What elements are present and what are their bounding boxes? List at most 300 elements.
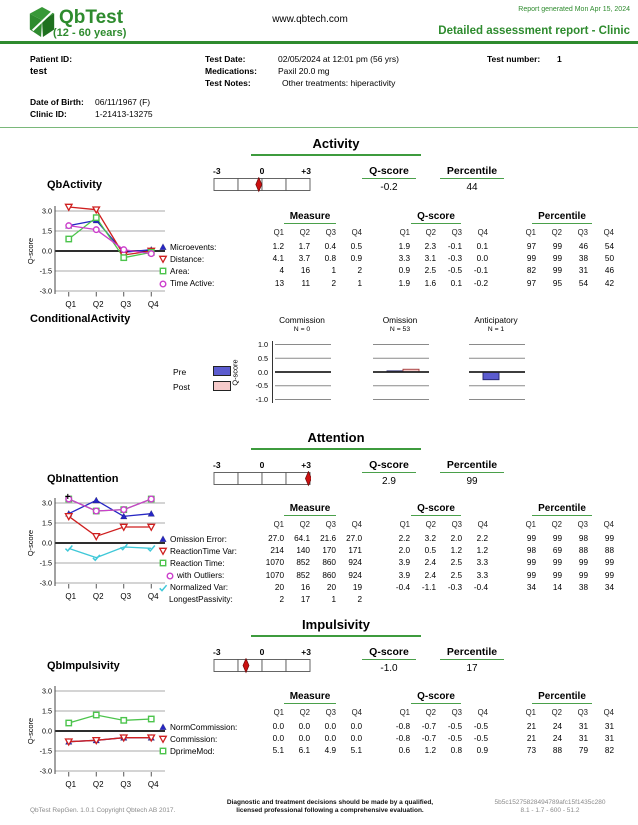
table-row-label: Normalized Var: [158,583,258,593]
table-cell: 38 [578,582,588,592]
table-col-header: Q3 [325,708,336,717]
table-col-header: Q1 [525,228,536,237]
table-cell: 27.0 [346,534,362,543]
table-cell: 5.1 [350,746,362,756]
cond-y-tick: 1.0 [258,340,268,349]
impulsivity-qscore-value: -1.0 [380,663,398,674]
table-col-header: Q1 [399,708,410,717]
cond-y-tick: 0.0 [258,367,268,377]
test-date-value: 02/05/2024 at 12:01 pm (56 yrs) [278,54,399,64]
table-cell: 2 [331,278,336,288]
table-cell: 4 [279,266,284,276]
table-row-label: Time Active: [158,279,258,289]
table-cell: 3.3 [476,570,488,580]
table-cell: 0.9 [350,254,362,264]
footer-disclaimer-line2: licensed professional following a comprehensive evaluation. [236,807,424,814]
table-cell: 3.3 [398,254,410,264]
impulsivity-percentile-value: 17 [466,663,478,674]
clinic-id-label: Clinic ID: [30,109,67,119]
table-col-header: Q2 [299,708,310,717]
table-cell: 95 [552,278,562,288]
table-cell: 1070 [265,558,284,568]
svg-text:1.5: 1.5 [42,518,52,528]
table-col-header: Q4 [603,520,614,529]
scale-max-label: +3 [301,166,311,176]
table-col-header: Q4 [351,520,362,529]
table-row-label: Area: [158,266,258,276]
table-col-header: Q4 [603,228,614,237]
table-cell: 88 [578,546,588,556]
table-cell: 852 [296,558,310,568]
scale-max-label: +3 [301,647,311,657]
table-cell: 14 [552,582,562,592]
impulsivity-percentile-header [435,646,509,660]
dob-value: 06/11/1967 (F) [95,97,151,107]
table-cell: 0.0 [324,722,336,731]
table-col-header: Q2 [425,708,436,717]
attention-qscore-value: 2.9 [382,476,396,487]
table-group-header: Q-score [384,211,488,224]
report-generated-date: Report generated Mon Apr 15, 2024 [518,6,630,13]
mini-chart-svg [273,341,333,407]
table-cell: -0.1 [447,242,462,251]
table-cell: 20 [274,582,284,592]
table-cell: 0.0 [298,722,310,731]
svg-text:3.0: 3.0 [42,206,52,216]
pre-post-legend [173,362,231,392]
table-col-header: Q1 [399,520,410,529]
medications-label: Medications: [205,66,257,76]
table-col-header: Q2 [551,520,562,529]
table-cell: 54 [578,278,588,288]
svg-text:0.0: 0.0 [42,246,52,256]
table-cell: 99 [604,570,614,580]
pre-legend-label: Pre [173,367,187,377]
table-cell: 99 [552,570,562,580]
table-group-header: Q-score [384,691,488,704]
table-cell: 99 [552,242,562,251]
activity-qscore-scale [213,166,311,196]
table-cell: 2.5 [450,570,462,580]
svg-text:-1.5: -1.5 [39,266,52,276]
table-row-label: Microevents: [158,242,258,252]
table-cell: 214 [270,546,284,556]
svg-text:Q4: Q4 [147,592,159,601]
table-cell: 99 [578,558,588,568]
table-group-header: Q-score [384,503,488,516]
table-cell: -0.5 [473,722,488,731]
table-col-header: Q4 [351,228,362,237]
patient-divider [0,127,638,128]
qbactivity-chart [25,199,170,315]
table-cell: 24 [552,722,562,731]
table-cell: 2.5 [424,266,436,276]
table-cell: 0.6 [398,746,410,756]
table-group-header: Percentile [510,503,614,516]
table-cell: 1.6 [424,278,436,288]
svg-text:Q2: Q2 [92,592,104,601]
svg-text:Q2: Q2 [92,780,104,789]
table-col-header: Q4 [603,708,614,717]
table-cell: 860 [322,570,336,580]
omission-mini-chart [350,313,450,413]
table-cell: 99 [526,534,536,543]
post-legend-label: Post [173,382,191,392]
activity-title-underline [251,154,421,156]
table-cell: 6.1 [298,746,310,756]
table-cell: 2.0 [450,534,462,543]
impulsivity-title: Impulsivity [302,617,370,632]
anticipatory-mini-chart [446,313,546,413]
table-col-header: Q1 [399,228,410,237]
post-legend-swatch [213,381,231,391]
qbimpulsivity-chart [25,679,170,795]
table-cell: 3.9 [398,570,410,580]
table-cell: 88 [552,746,562,756]
header-divider [0,41,638,44]
percentile-header-label: Percentile [440,646,504,660]
table-cell: -0.5 [473,734,488,744]
table-cell: 98 [526,546,536,556]
table-cell: 2.3 [424,242,436,251]
svg-text:3.0: 3.0 [42,498,52,508]
attention-table [158,503,630,607]
table-cell: 0.0 [350,722,362,731]
table-cell: 171 [348,546,362,556]
table-col-header: Q1 [273,520,284,529]
table-cell: 99 [526,254,536,264]
mini-chart-n: N = 0 [293,326,311,333]
chart-svg [25,199,170,315]
table-cell: 2.0 [398,546,410,556]
svg-text:-1.5: -1.5 [39,558,52,568]
table-cell: 4.9 [324,746,336,756]
table-cell: 50 [604,254,614,264]
mini-chart-title: Omission [382,315,418,325]
table-cell: 0.0 [298,734,310,744]
table-cell: 3.1 [424,254,436,264]
table-cell: 4.1 [272,254,284,264]
qbactivity-label: QbActivity [47,179,103,191]
table-cell: 3.3 [476,558,488,568]
brand-age-range: (12 - 60 years) [53,27,127,39]
table-cell: 82 [526,266,536,276]
table-cell: 31 [604,722,614,731]
table-col-header: Q4 [351,708,362,717]
svg-text:Q-score: Q-score [26,529,35,557]
table-cell: 924 [348,558,362,568]
table-cell: 852 [296,570,310,580]
svg-text:Q-score: Q-score [26,717,35,745]
clinic-id-value: 1-21413-13275 [95,109,153,119]
scale-bar-svg [213,177,311,194]
table-cell: 0.8 [450,746,462,756]
scale-bar-svg [213,658,311,675]
svg-text:Q4: Q4 [147,300,159,309]
attention-percentile-value: 99 [466,476,478,487]
table-cell: 38 [578,254,588,264]
impulsivity-table [158,691,630,761]
table-cell: 99 [604,558,614,568]
table-row-label: with Outliers: [158,571,265,581]
table-cell: 19 [352,582,362,592]
cond-y-axis-label: Q-score [230,359,240,386]
table-row-label: Reaction Time: [158,558,258,568]
table-cell: 21 [526,734,536,744]
svg-text:3.0: 3.0 [42,686,52,696]
attention-title: Attention [307,430,365,445]
attention-qscore-header [352,459,426,473]
table-cell: 0.0 [272,722,284,731]
table-col-header: Q4 [477,708,488,717]
table-row-label: DprimeMod: [158,746,258,756]
table-cell: 2.2 [398,534,410,543]
svg-text:1.5: 1.5 [42,706,52,716]
svg-text:Q1: Q1 [65,592,77,601]
qbinattention-label: QbInattention [47,473,119,485]
scale-max-label: +3 [301,460,311,470]
table-cell: 88 [604,546,614,556]
table-cell: 1 [357,278,362,288]
table-cell: 16 [300,266,310,276]
table-cell: 31 [578,734,588,744]
svg-text:Q2: Q2 [92,300,104,309]
report-title: Detailed assessment report - Clinic [438,25,630,37]
qscore-header-label: Q-score [362,459,416,473]
table-cell: 3.7 [298,254,310,264]
table-cell: 99 [526,558,536,568]
scale-min-label: -3 [213,647,221,657]
table-col-header: Q2 [551,708,562,717]
qbimpulsivity-label: QbImpulsivity [47,660,120,672]
table-cell: 42 [604,278,614,288]
table-cell: 0.1 [450,278,462,288]
table-col-header: Q1 [273,708,284,717]
table-row-label: Distance: [158,254,258,264]
table-cell: 1.2 [424,746,436,756]
chart-svg [25,491,170,607]
table-cell: 54 [604,242,614,251]
table-cell: -0.3 [447,254,462,264]
mini-chart-title: Anticipatory [474,315,518,325]
table-cell: 20 [326,582,336,592]
table-cell: 99 [552,266,562,276]
table-cell: -0.8 [395,722,410,731]
table-col-header: Q1 [273,228,284,237]
table-col-header: Q2 [551,228,562,237]
table-cell: -0.5 [447,734,462,744]
conditional-activity-title: ConditionalActivity [30,313,131,325]
svg-text:Q1: Q1 [65,780,77,789]
qscore-header-label: Q-score [362,165,416,179]
table-cell: 46 [578,242,588,251]
table-cell: 0.0 [272,734,284,744]
table-cell: 0.0 [476,254,488,264]
svg-text:Q4: Q4 [147,780,159,789]
table-cell: 11 [301,278,310,288]
table-row-label: ReactionTime Var: [158,546,258,556]
table-group-header: Measure [258,503,362,516]
table-cell: 2 [357,595,362,604]
table-col-header: Q3 [577,708,588,717]
table-row-label: NormCommission: [158,722,258,732]
activity-title: Activity [312,136,360,151]
table-cell: 860 [322,558,336,568]
patient-id-value: test [30,66,47,77]
table-col-header: Q4 [477,228,488,237]
table-cell: 2 [279,595,284,604]
table-col-header: Q3 [325,228,336,237]
activity-qscore-value: -0.2 [380,182,398,193]
table-cell: 99 [604,534,614,543]
table-cell: 99 [578,570,588,580]
table-cell: 0.5 [350,242,362,251]
activity-percentile-value: 44 [466,182,478,193]
table-cell: -0.5 [447,266,462,276]
table-cell: -0.7 [421,734,436,744]
table-cell: 99 [552,534,562,543]
table-cell: 31 [578,722,588,731]
footer-version-codes: 8.1 - 1.7 - 600 - 51.2 [520,807,580,814]
svg-text:Q3: Q3 [120,592,132,601]
table-cell: 0.9 [398,266,410,276]
table-row-label: Omission Error: [158,534,258,544]
scale-min-label: -3 [213,166,221,176]
table-cell: 924 [348,570,362,580]
svg-text:-1.5: -1.5 [39,746,52,756]
scale-min-label: -3 [213,460,221,470]
table-cell: -0.2 [473,278,488,288]
table-cell: 0.8 [324,254,336,264]
table-cell: -0.8 [395,734,410,744]
table-cell: 24 [552,734,562,744]
table-cell: 46 [604,266,614,276]
website-url: www.qbtech.com [272,14,348,25]
table-col-header: Q2 [299,228,310,237]
pre-legend-swatch [213,366,231,376]
svg-text:Q-score: Q-score [26,237,35,265]
mini-chart-svg [467,341,527,407]
table-col-header: Q3 [451,708,462,717]
table-cell: 21.6 [320,534,336,543]
test-notes-value: Other treatments: hiperactivity [282,78,396,88]
impulsivity-qscore-scale [213,647,311,677]
table-group-header: Measure [258,691,362,704]
dob-label: Date of Birth: [30,97,84,107]
activity-percentile-header [435,165,509,179]
table-cell: 1070 [265,570,284,580]
table-cell: 34 [604,582,614,592]
table-cell: 2.4 [424,558,436,568]
table-cell: 2 [357,266,362,276]
table-cell: 2.4 [424,570,436,580]
table-cell: 27.0 [268,534,284,543]
mini-chart-n: N = 1 [487,326,505,333]
table-cell: 98 [578,534,588,543]
svg-text:-3.0: -3.0 [39,766,52,776]
table-cell: 34 [526,582,536,592]
table-row-label: Commission: [158,734,258,744]
impulsivity-qscore-header [352,646,426,660]
test-number-value: 1 [557,54,562,64]
qscore-header-label: Q-score [362,646,416,660]
table-cell: 3.9 [398,558,410,568]
attention-percentile-header [435,459,509,473]
table-cell: 5.1 [272,746,284,756]
table-cell: 1.9 [398,242,410,251]
table-cell: 3.2 [424,534,436,543]
table-col-header: Q1 [525,520,536,529]
table-cell: 1.9 [398,278,410,288]
table-cell: -0.3 [447,582,462,592]
table-cell: 1.2 [450,546,462,556]
cond-y-tick: -1.0 [255,395,268,404]
table-cell: 79 [578,746,588,756]
svg-text:1.5: 1.5 [42,226,52,236]
table-cell: -0.1 [473,266,488,276]
table-cell: 99 [552,254,562,264]
footer-disclaimer-line1: Diagnostic and treatment decisions should be made by a qualified, [226,799,434,806]
table-cell: 170 [322,546,336,556]
table-col-header: Q2 [299,520,310,529]
svg-text:-3.0: -3.0 [39,286,52,296]
table-col-header: Q3 [577,228,588,237]
percentile-header-label: Percentile [440,459,504,473]
cond-y-tick: 0.5 [258,353,268,363]
svg-text:+: + [64,492,71,503]
table-col-header: Q3 [451,228,462,237]
table-cell: 0.0 [324,734,336,744]
scale-zero-label: 0 [259,460,265,470]
chart-svg [25,679,170,795]
mini-chart-svg [371,341,431,407]
svg-text:-3.0: -3.0 [39,578,52,588]
cond-y-axis-line [272,341,273,403]
table-col-header: Q3 [451,520,462,529]
test-number-label: Test number: [487,54,541,64]
table-cell: 0.9 [476,746,488,756]
qbinattention-chart [25,491,170,607]
table-cell: 99 [552,558,562,568]
table-cell: -0.4 [395,582,410,592]
table-cell: 1 [331,595,336,604]
cond-y-tick: -0.5 [255,381,268,391]
table-cell: 0.5 [424,546,436,556]
table-cell: 13 [274,278,284,288]
table-cell: 99 [526,570,536,580]
footer-hash: 5b5c15275828494789afc15f1435c280 [494,799,606,806]
activity-qscore-header [352,165,426,179]
table-cell: 69 [552,546,562,556]
table-group-header: Measure [258,211,362,224]
percentile-header-label: Percentile [440,165,504,179]
table-cell: -0.7 [421,722,436,731]
mini-chart-n: N = 53 [389,326,411,333]
table-cell: 1.2 [272,242,284,251]
table-cell: -0.5 [447,722,462,731]
patient-id-label: Patient ID: [30,54,73,64]
table-group-header: Percentile [510,691,614,704]
table-col-header: Q1 [525,708,536,717]
brand-title: QbTest [59,7,124,28]
table-cell: 31 [578,266,588,276]
attention-qscore-scale [213,460,311,490]
table-cell: 0.0 [350,734,362,744]
table-cell: 16 [300,582,310,592]
table-cell: 2.2 [476,534,488,543]
table-col-header: Q2 [425,520,436,529]
svg-text:0.0: 0.0 [42,538,52,548]
